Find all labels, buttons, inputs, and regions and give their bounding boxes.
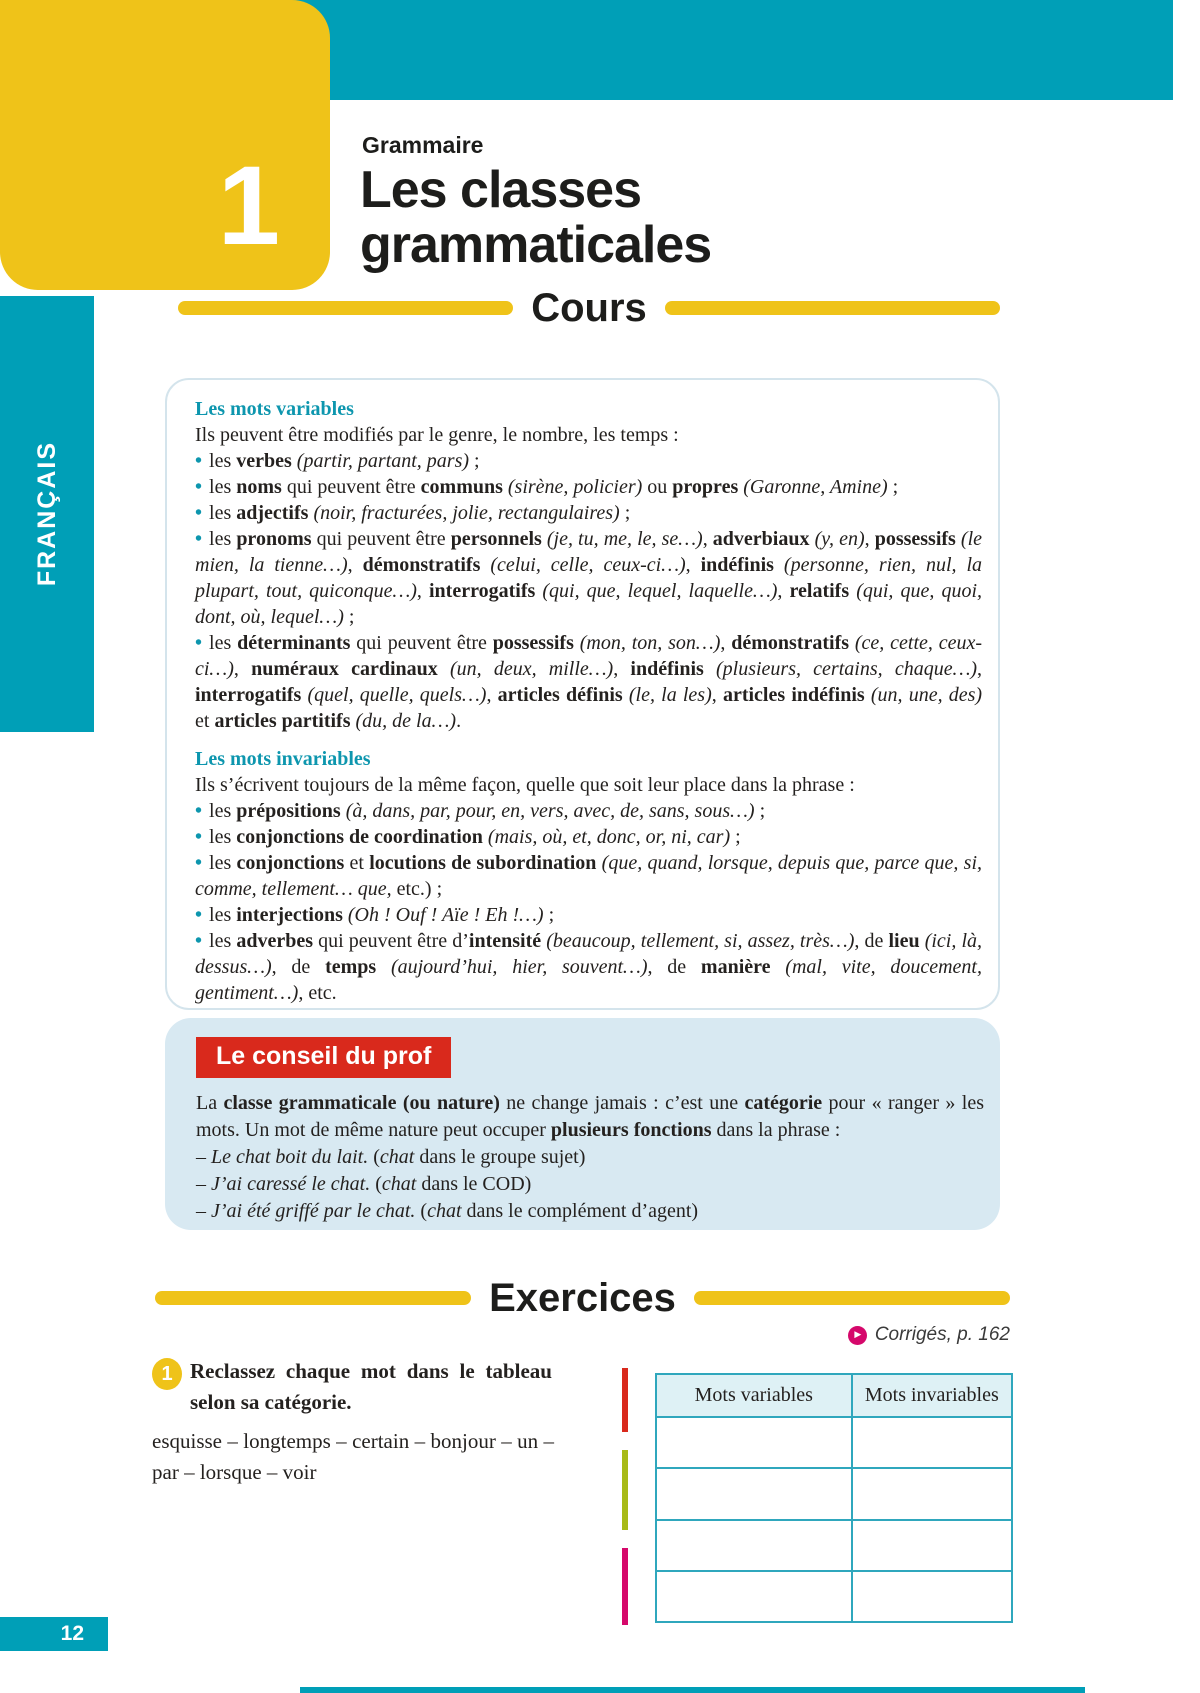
play-circle-icon: ▶ bbox=[848, 1326, 867, 1345]
bottom-color-strip bbox=[300, 1687, 1085, 1693]
invariables-bullet-subordination: • les conjonctions et locutions de subordination (que, quand, lorsque, depuis que, parce que, si, comme, tellement… que, etc.) ; bbox=[195, 850, 982, 902]
page-number-badge bbox=[0, 1617, 108, 1651]
table-row bbox=[657, 1467, 1011, 1518]
invariables-intro: Ils s’écrivent toujours de la même façon, quelle que soit leur place dans la phrase : bbox=[195, 774, 855, 796]
yellow-bar-left bbox=[178, 301, 513, 315]
corriges-label: Corrigés, p. 162 bbox=[874, 1324, 1010, 1345]
corriges-link[interactable] bbox=[710, 1324, 1010, 1346]
chapter-number: 1 bbox=[217, 143, 280, 268]
variables-intro: Ils peuvent être modifiés par le genre, le nombre, les temps : bbox=[195, 424, 679, 446]
table-header-row bbox=[657, 1375, 1011, 1416]
yellow-bar-left bbox=[155, 1291, 471, 1305]
chapter-category: Grammaire bbox=[362, 132, 484, 158]
table-header-mots-invariables: Mots invariables bbox=[851, 1375, 1011, 1416]
variables-bullet-adjectifs: • les adjectifs (noir, fracturées, jolie, rectangulaires) ; bbox=[195, 500, 982, 526]
cours-section-header bbox=[178, 286, 1000, 330]
subject-tab-label: FRANÇAIS bbox=[32, 441, 61, 587]
cours-section-title: Cours bbox=[531, 285, 647, 330]
separator-dash-olive bbox=[622, 1450, 628, 1530]
table-cell-empty bbox=[851, 1521, 1011, 1570]
subject-tab bbox=[0, 296, 94, 732]
table-cell-empty bbox=[657, 1469, 851, 1518]
table-row bbox=[657, 1519, 1011, 1570]
exercise1-instruction-text: Reclassez chaque mot dans le tableau selon sa catégorie. bbox=[190, 1359, 552, 1414]
table-cell-empty bbox=[851, 1469, 1011, 1518]
table-header-mots-variables: Mots variables bbox=[694, 1384, 813, 1406]
invariables-heading: Les mots invariables bbox=[195, 748, 371, 770]
page-number: 12 bbox=[60, 1622, 84, 1645]
cours-content-box bbox=[165, 378, 1000, 1010]
table-cell-empty bbox=[657, 1572, 851, 1621]
conseil-box bbox=[165, 1018, 1000, 1230]
variables-bullet-determinants: • les déterminants qui peuvent être possessifs (mon, ton, son…), démonstratifs (ce, cette, ceux-ci…), numéraux cardinaux (un, deux, mille…), indéfinis (plusieurs, certains, chaque…), interrogatifs (quel, quelle, quels…), articles définis (le, la les), articles indéfinis (un, une, des) et articles partitifs (du, de la…). bbox=[195, 630, 982, 734]
table-row bbox=[657, 1570, 1011, 1621]
exercise1-instruction bbox=[152, 1356, 552, 1418]
chapter-title-line1: Les classes bbox=[360, 161, 642, 219]
variables-bullet-verbes: • les verbes (partir, partant, pars) ; bbox=[195, 448, 982, 474]
table-cell-empty bbox=[851, 1418, 1011, 1467]
invariables-bullet-interjections: • les interjections (Oh ! Ouf ! Aïe ! Eh !…) ; bbox=[195, 902, 982, 928]
conseil-label: Le conseil du prof bbox=[196, 1037, 451, 1078]
invariables-bullet-conjonctions-coordination: • les conjonctions de coordination (mais, où, et, donc, or, ni, car) ; bbox=[195, 824, 982, 850]
variables-heading: Les mots variables bbox=[195, 398, 354, 420]
conseil-body: La classe grammaticale (ou nature) ne change jamais : c’est une catégorie pour « ranger » les mots. Un mot de même nature peut occuper plusieurs fonctions dans la phrase : bbox=[196, 1092, 985, 1141]
conseil-example-2: – J’ai caressé le chat. (chat dans le COD) bbox=[196, 1173, 532, 1195]
exercise1-number-badge: 1 bbox=[152, 1358, 182, 1390]
table-row bbox=[657, 1416, 1011, 1467]
invariables-bullet-adverbes: • les adverbes qui peuvent être d’intensité (beaucoup, tellement, si, assez, très…), de lieu (ici, là, dessus…), de temps (aujourd’hui, hier, souvent…), de manière (mal, vite, doucement, gentiment…), etc. bbox=[195, 928, 982, 1006]
chapter-title bbox=[360, 163, 711, 273]
table-cell-empty bbox=[657, 1418, 851, 1467]
chapter-number-box bbox=[0, 0, 330, 290]
variables-bullet-noms: • les noms qui peuvent être communs (sirène, policier) ou propres (Garonne, Amine) ; bbox=[195, 474, 982, 500]
table-cell-empty bbox=[657, 1521, 851, 1570]
separator-dash-red bbox=[622, 1368, 628, 1432]
variables-bullet-pronoms: • les pronoms qui peuvent être personnels (je, tu, me, le, se…), adverbiaux (y, en), possessifs (le mien, la tienne…), démonstratifs (celui, celle, ceux-ci…), indéfinis (personne, rien, nul, la plupart, tout, quiconque…), interrogatifs (qui, que, lequel, laquelle…), relatifs (qui, que, quoi, dont, où, lequel…) ; bbox=[195, 526, 982, 630]
table-cell-empty bbox=[851, 1572, 1011, 1621]
invariables-bullet-prepositions: • les prépositions (à, dans, par, pour, en, vers, avec, de, sans, sous…) ; bbox=[195, 798, 982, 824]
yellow-bar-right bbox=[694, 1291, 1010, 1305]
conseil-example-1: – Le chat boit du lait. (chat dans le groupe sujet) bbox=[196, 1146, 586, 1168]
exercices-section-title: Exercices bbox=[489, 1275, 676, 1320]
exercices-section-header bbox=[155, 1276, 1010, 1320]
separator-dash-magenta bbox=[622, 1548, 628, 1625]
conseil-example-3: – J’ai été griffé par le chat. (chat dans le complément d’agent) bbox=[196, 1200, 699, 1222]
exercise1-word-list: esquisse – longtemps – certain – bonjour – un – par – lorsque – voir bbox=[152, 1429, 554, 1484]
yellow-bar-right bbox=[665, 301, 1000, 315]
exercise1-answer-table bbox=[655, 1373, 1013, 1623]
chapter-title-line2: grammaticales bbox=[360, 216, 712, 274]
